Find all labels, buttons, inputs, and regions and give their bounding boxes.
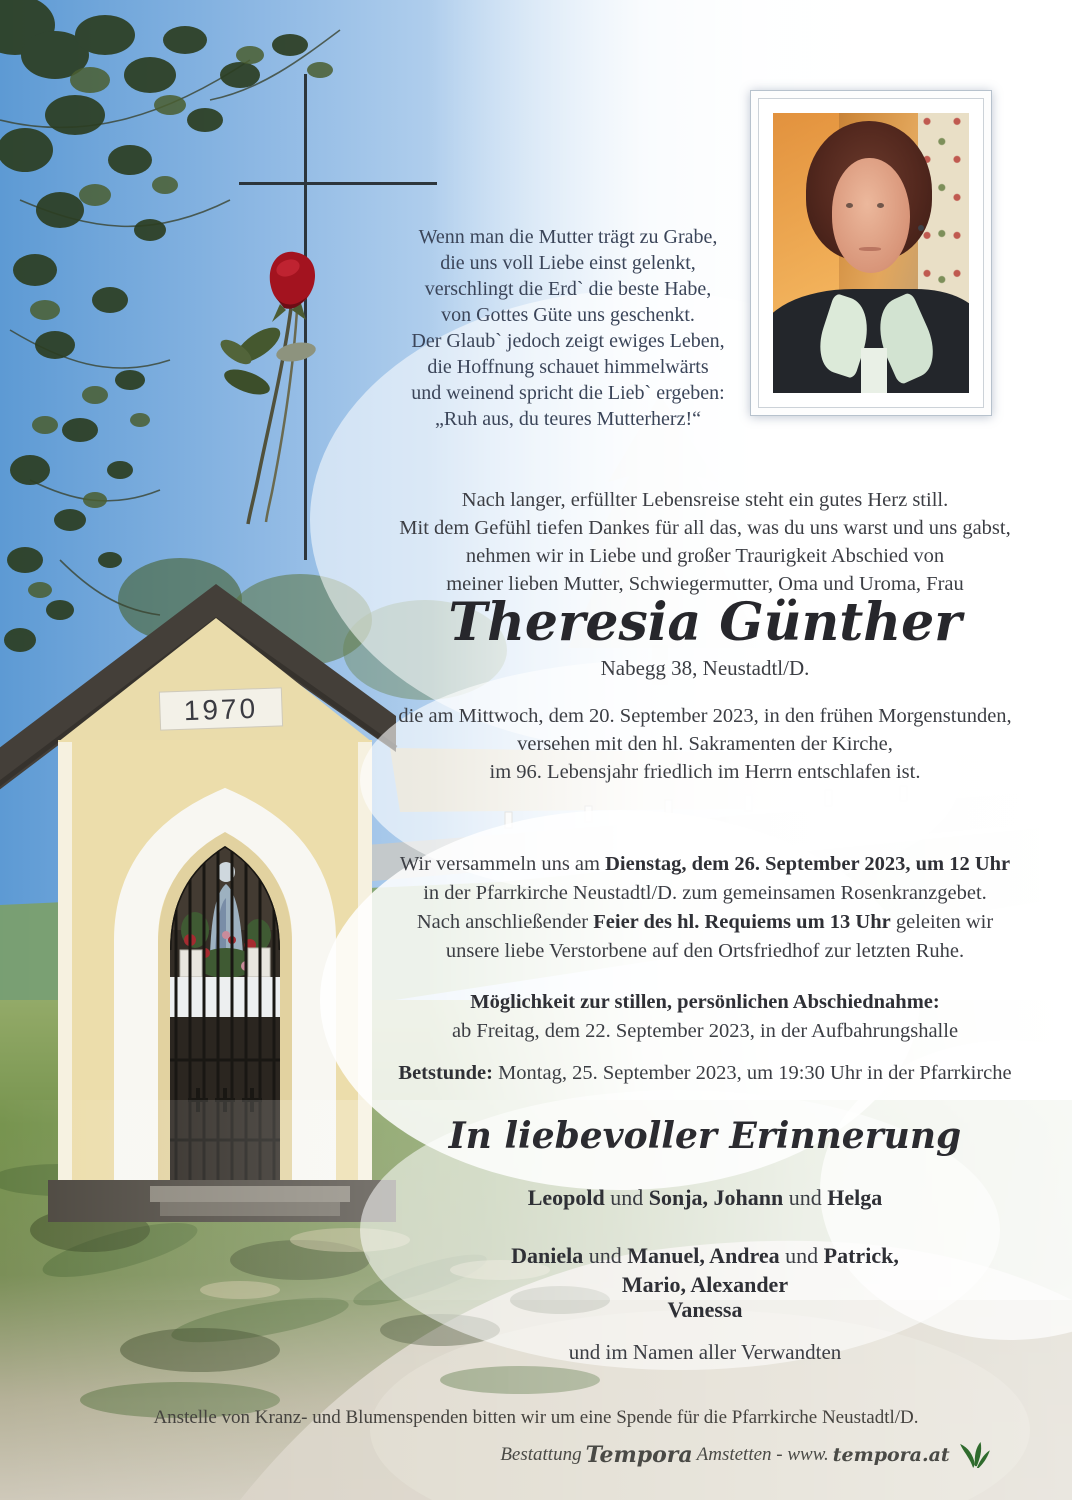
portrait-frame bbox=[750, 90, 992, 416]
poem-line: Der Glaub` jedoch zeigt ewiges Leben, bbox=[411, 330, 725, 352]
family-line bbox=[340, 1241, 1070, 1299]
family-name: Mario, Alexander bbox=[621, 1272, 789, 1297]
earring bbox=[918, 225, 924, 231]
poem-line: von Gottes Güte uns geschenkt. bbox=[441, 304, 695, 326]
intro-line: Mit dem Gefühl tiefen Dankes für all das, was du uns warst und uns gabst, bbox=[399, 517, 1011, 539]
leaf-icon bbox=[960, 1442, 990, 1468]
deceased-name: Theresia Günther bbox=[448, 592, 962, 653]
deceased-address: Nabegg 38, Neustadtl/D. bbox=[600, 656, 810, 680]
family-conj: und bbox=[604, 1185, 649, 1210]
shirt bbox=[861, 348, 886, 393]
memory-heading: In liebevoller Erinnerung bbox=[448, 1115, 962, 1157]
eye bbox=[846, 203, 853, 208]
assembly-text: Nach anschließender bbox=[416, 911, 594, 933]
family-conj: und bbox=[583, 1243, 628, 1268]
family-conj: und bbox=[783, 1185, 828, 1210]
family-name: Patrick, bbox=[823, 1243, 899, 1268]
assembly-text: Wir versammeln uns am bbox=[399, 853, 606, 875]
poem-line: Wenn man die Mutter trägt zu Grabe, bbox=[418, 226, 718, 248]
farewell-line: ab Freitag, dem 22. September 2023, in der Aufbahrungshalle bbox=[451, 1020, 959, 1042]
assembly-date: Dienstag, dem 26. September 2023, um 12 Uhr bbox=[605, 853, 1011, 875]
death-line: im 96. Lebensjahr friedlich im Herrn entschlafen ist. bbox=[489, 761, 921, 783]
requiem-time: Feier des hl. Requiems um 13 Uhr bbox=[593, 911, 891, 933]
vigil-notice bbox=[340, 1062, 1070, 1085]
footer-text: Amstetten - www. bbox=[696, 1444, 829, 1465]
death-line: die am Mittwoch, dem 20. September 2023, in den frühen Morgenstunden, bbox=[398, 705, 1012, 727]
poem-line: verschlingt die Erd` die beste Habe, bbox=[424, 278, 712, 300]
family-name: Manuel, Andrea bbox=[627, 1243, 780, 1268]
funeral-home-url: tempora.at bbox=[832, 1444, 950, 1466]
funeral-home-brand: Tempora bbox=[585, 1442, 693, 1468]
portrait-mat bbox=[758, 98, 984, 408]
intro-line: nehmen wir in Liebe und großer Traurigkeit Abschied von bbox=[465, 545, 945, 567]
vigil-text: Montag, 25. September 2023, um 19:30 Uhr in der Pfarrkirche bbox=[492, 1062, 1012, 1084]
intro-line: meiner lieben Mutter, Schwiegermutter, Oma und Uroma, Frau bbox=[446, 573, 964, 595]
donation-notice: Anstelle von Kranz- und Blumenspenden bitten wir um eine Spende für die Pfarrkirche Neustadtl/D. bbox=[153, 1407, 919, 1428]
assembly-line bbox=[340, 850, 1070, 879]
portrait-photo bbox=[773, 113, 969, 393]
family-name: Daniela bbox=[511, 1243, 584, 1268]
family-line bbox=[340, 1183, 1070, 1212]
family-name: Vanessa bbox=[667, 1297, 743, 1322]
family-name: Helga bbox=[827, 1185, 883, 1210]
vigil-label: Betstunde: bbox=[398, 1062, 493, 1084]
family-conj: und bbox=[779, 1243, 824, 1268]
family-line bbox=[340, 1295, 1070, 1324]
poem-line: die uns voll Liebe einst gelenkt, bbox=[440, 252, 696, 274]
death-notice bbox=[340, 702, 1070, 786]
poem bbox=[378, 224, 758, 432]
assembly-line: unsere liebe Verstorbene auf den Ortsfriedhof zur letzten Ruhe. bbox=[445, 940, 965, 962]
farewell-heading: Möglichkeit zur stillen, persönlichen Abschiednahme: bbox=[470, 991, 940, 1013]
face bbox=[832, 158, 910, 273]
assembly-line: in der Pfarrkirche Neustadtl/D. zum gemeinsamen Rosenkranzgebet. bbox=[423, 882, 987, 904]
death-line: versehen mit den hl. Sakramenten der Kirche, bbox=[517, 733, 893, 755]
intro-line: Nach langer, erfüllter Lebensreise steht ein gutes Herz still. bbox=[461, 489, 949, 511]
funeral-home-line bbox=[380, 1442, 1072, 1468]
footer-text: Bestattung bbox=[500, 1444, 582, 1465]
intro-text bbox=[340, 486, 1070, 598]
poem-line: die Hoffnung schauet himmelwärts bbox=[427, 356, 709, 378]
family-name: Sonja, Johann bbox=[648, 1185, 784, 1210]
assembly-text: geleiten wir bbox=[890, 911, 994, 933]
farewell-notice bbox=[340, 988, 1070, 1046]
assembly-line bbox=[340, 908, 1070, 937]
assembly-notice bbox=[340, 850, 1070, 966]
family-name: Leopold bbox=[527, 1185, 605, 1210]
poem-line: „Ruh aus, du teures Mutterherz!“ bbox=[434, 408, 701, 430]
poem-line: und weinend spricht die Lieb` ergeben: bbox=[411, 382, 725, 404]
family-closing: und im Namen aller Verwandten bbox=[568, 1340, 842, 1364]
eye bbox=[877, 203, 884, 208]
